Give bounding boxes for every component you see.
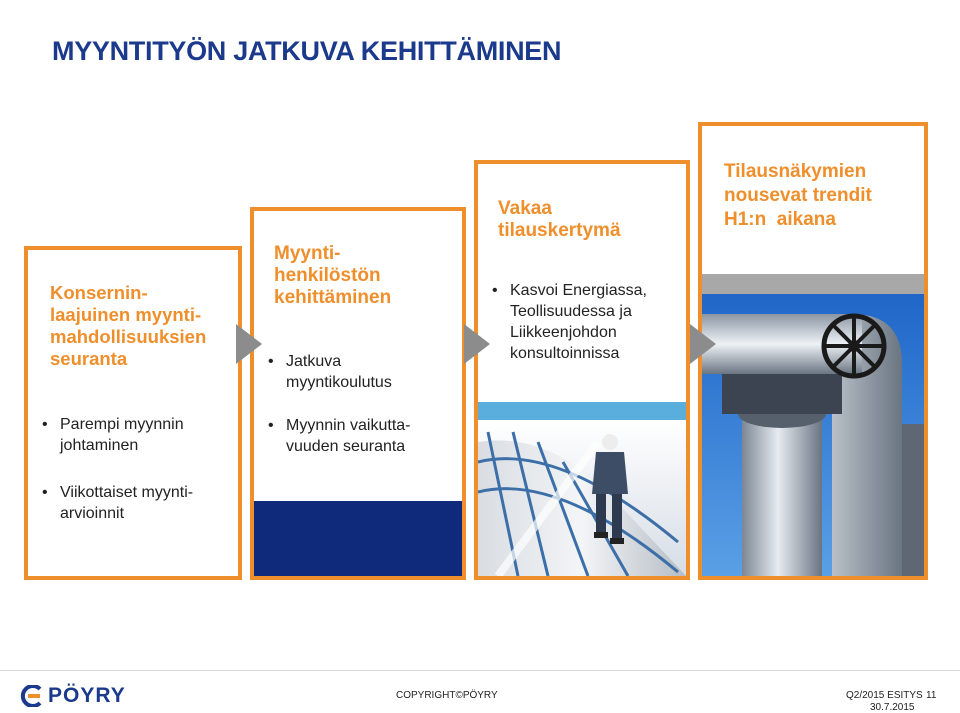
stairs-worker-photo (478, 402, 686, 576)
box-3-heading: Vakaa tilauskertymä (498, 198, 621, 241)
poyry-logo (18, 683, 126, 709)
list-item: • Viikottaiset myynti-arvioinnit (38, 482, 238, 524)
box-order-outlook (698, 122, 928, 580)
list-item: • Jatkuva myyntikoulutus (264, 351, 416, 393)
list-item: • Myynnin vaikutta-vuuden seuranta (264, 415, 446, 457)
box-2-heading: Myynti- henkilöstön kehittäminen (274, 243, 392, 308)
list-item: • Kasvoi Energiassa, Teollisuudessa ja Liikkeenjohdon konsultoinnissa (488, 280, 680, 364)
slide-title: MYYNTITYÖN JATKUVA KEHITTÄMINEN (52, 36, 562, 66)
list-item: • Parempi myynnin johtaminen (38, 414, 238, 456)
report-name: Q2/2015 ESITYS (846, 690, 923, 701)
navy-band (254, 501, 462, 576)
box-4-heading: Tilausnäkymien nousevat trendit H1:n aikana (724, 161, 872, 230)
pipes-valve-photo (702, 274, 924, 576)
logo-wordmark: PÖYRY (48, 684, 126, 707)
arrow-right-icon (236, 324, 262, 364)
copyright-text: COPYRIGHT©PÖYRY (396, 690, 498, 701)
box-sales-monitoring (24, 246, 242, 580)
arrow-right-icon (464, 324, 490, 364)
page-number: 11 (926, 690, 937, 701)
arrow-right-icon (690, 324, 716, 364)
box-stable-orders (474, 160, 690, 580)
box-3-bullets (488, 280, 684, 376)
footer-divider (0, 670, 960, 671)
box-staff-development (250, 207, 466, 580)
poyry-logo-icon (18, 685, 44, 707)
report-date: 30.7.2015 (870, 702, 915, 713)
box-1-bullets (38, 414, 238, 536)
box-2-bullets (264, 351, 454, 469)
box-1-heading: Konsernin- laajuinen myynti- mahdollisuuksien seuranta (50, 282, 207, 369)
